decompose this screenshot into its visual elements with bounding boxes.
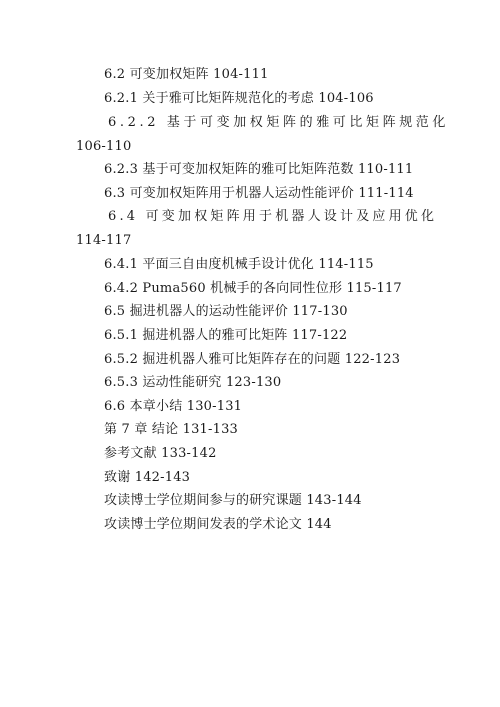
toc-entry-references: 参考文献 133-142 [104, 446, 217, 461]
toc-entry-6-4: 6.4 可变加权矩阵用于机器人设计及应用优化 [108, 209, 438, 224]
toc-entry-chapter-7: 第 7 章 结论 131-133 [104, 422, 239, 437]
toc-entry-research-projects: 攻读博士学位期间参与的研究课题 143-144 [104, 493, 362, 508]
toc-entry-acknowledgements: 致谢 142-143 [104, 470, 191, 485]
toc-entry-6-2-1: 6.2.1 关于雅可比矩阵规范化的考虑 104-106 [104, 91, 374, 106]
toc-entry-6-2-2: 6.2.2 基于可变加权矩阵的雅可比矩阵规范化 [108, 115, 450, 130]
toc-entry-6-5-3: 6.5.3 运动性能研究 123-130 [104, 375, 282, 390]
toc-entry-6-5-2: 6.5.2 掘进机器人雅可比矩阵存在的问题 122-123 [104, 352, 401, 367]
toc-entry-6-6: 6.6 本章小结 130-131 [104, 399, 243, 414]
toc-entry-publications: 攻读博士学位期间发表的学术论文 144 [104, 517, 332, 532]
toc-entry-6-5: 6.5 掘进机器人的运动性能评价 117-130 [104, 304, 348, 319]
toc-entry-6-2-3: 6.2.3 基于可变加权矩阵的雅可比矩阵范数 110-111 [104, 162, 414, 177]
toc-entry-6-4-2: 6.4.2 Puma560 机械手的各向同性位形 115-117 [104, 281, 402, 296]
toc-entry-6-5-1: 6.5.1 掘进机器人的雅可比矩阵 117-122 [104, 328, 348, 343]
toc-entry-6-3: 6.3 可变加权矩阵用于机器人运动性能评价 111-114 [104, 186, 414, 201]
toc-entry-6-2-2-pages: 106-110 [76, 139, 132, 154]
toc-entry-6-4-1: 6.4.1 平面三自由度机械手设计优化 114-115 [104, 257, 374, 272]
toc-entry-6-4-pages: 114-117 [76, 233, 132, 248]
toc-entry-6-2: 6.2 可变加权矩阵 104-111 [104, 67, 269, 82]
